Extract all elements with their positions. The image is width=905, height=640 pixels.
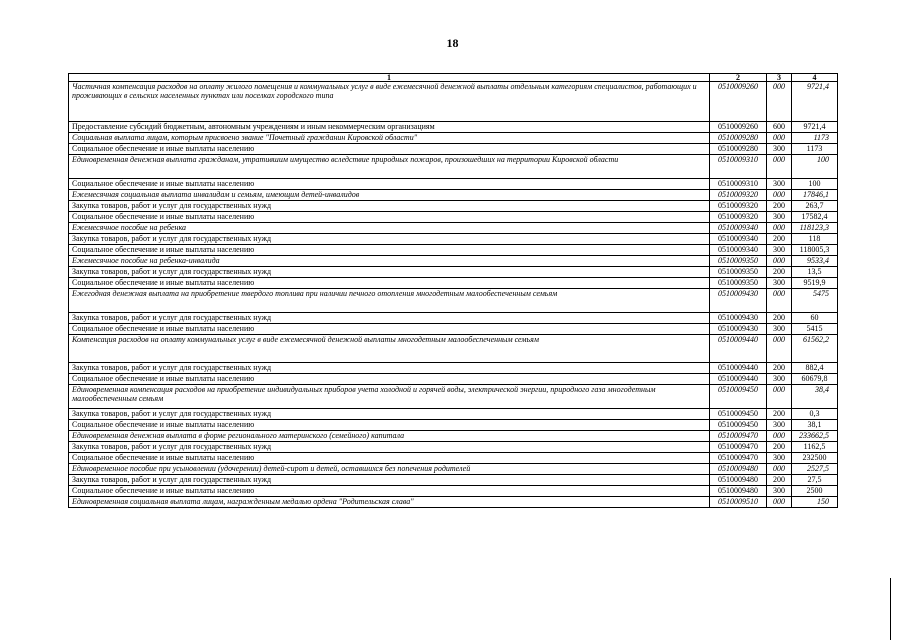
row-description: Закупка товаров, работ и услуг для государственных нужд	[69, 475, 710, 486]
row-description: Закупка товаров, работ и услуг для государственных нужд	[69, 234, 710, 245]
row-code: 0510009350	[710, 267, 767, 278]
table-row	[69, 497, 838, 508]
table-row	[69, 453, 838, 464]
row-description: Закупка товаров, работ и услуг для государственных нужд	[69, 267, 710, 278]
row-amount: 100	[792, 179, 838, 190]
row-code: 0510009470	[710, 442, 767, 453]
row-group: 200	[767, 313, 792, 324]
row-code: 0510009260	[710, 82, 767, 122]
row-code: 0510009350	[710, 256, 767, 267]
header-col-code: 2	[710, 74, 767, 82]
row-code: 0510009450	[710, 420, 767, 431]
row-code: 0510009340	[710, 245, 767, 256]
table-body	[69, 82, 838, 508]
table-row	[69, 324, 838, 335]
row-description: Социальное обеспечение и иные выплаты населению	[69, 144, 710, 155]
row-amount: 263,7	[792, 201, 838, 212]
row-group: 000	[767, 190, 792, 201]
row-group: 000	[767, 431, 792, 442]
row-group: 000	[767, 464, 792, 475]
row-code: 0510009430	[710, 313, 767, 324]
row-amount: 60679,8	[792, 374, 838, 385]
row-description: Социальное обеспечение и иные выплаты населению	[69, 278, 710, 289]
row-amount: 1173	[792, 144, 838, 155]
table-row	[69, 122, 838, 133]
row-amount: 118	[792, 234, 838, 245]
table-row	[69, 335, 838, 363]
table-row	[69, 267, 838, 278]
header-col-description: 1	[69, 74, 710, 82]
row-description: Закупка товаров, работ и услуг для государственных нужд	[69, 201, 710, 212]
row-group: 600	[767, 122, 792, 133]
row-group: 000	[767, 497, 792, 508]
row-amount: 100	[792, 155, 838, 179]
row-description: Закупка товаров, работ и услуг для государственных нужд	[69, 442, 710, 453]
row-code: 0510009310	[710, 179, 767, 190]
row-amount: 118005,3	[792, 245, 838, 256]
row-description: Социальное обеспечение и иные выплаты населению	[69, 374, 710, 385]
row-description: Социальное обеспечение и иные выплаты населению	[69, 324, 710, 335]
row-description: Закупка товаров, работ и услуг для государственных нужд	[69, 409, 710, 420]
row-group: 300	[767, 453, 792, 464]
row-description: Ежемесячная социальная выплата инвалидам и семьям, имеющим детей-инвалидов	[69, 190, 710, 201]
header-row	[69, 74, 838, 82]
table-header	[69, 74, 838, 82]
row-group: 300	[767, 324, 792, 335]
row-amount: 118123,3	[792, 223, 838, 234]
row-code: 0510009320	[710, 212, 767, 223]
table-row	[69, 82, 838, 122]
table-row	[69, 363, 838, 374]
row-group: 000	[767, 82, 792, 122]
row-code: 0510009470	[710, 453, 767, 464]
row-description: Единовременная социальная выплата лицам, награжденным медалью ордена "Родительская слава"	[69, 497, 710, 508]
row-code: 0510009260	[710, 122, 767, 133]
row-group: 300	[767, 278, 792, 289]
table-row	[69, 223, 838, 234]
row-amount: 0,3	[792, 409, 838, 420]
header-col-group: 3	[767, 74, 792, 82]
row-description: Закупка товаров, работ и услуг для государственных нужд	[69, 363, 710, 374]
row-code: 0510009280	[710, 133, 767, 144]
row-amount: 60	[792, 313, 838, 324]
row-code: 0510009320	[710, 190, 767, 201]
row-group: 300	[767, 212, 792, 223]
row-description: Социальное обеспечение и иные выплаты населению	[69, 486, 710, 497]
table-row	[69, 212, 838, 223]
row-code: 0510009340	[710, 223, 767, 234]
page-edge-line	[890, 578, 891, 640]
row-description: Ежемесячное пособие на ребенка-инвалида	[69, 256, 710, 267]
row-code: 0510009450	[710, 385, 767, 409]
table-row	[69, 201, 838, 212]
row-group: 300	[767, 486, 792, 497]
table-row	[69, 245, 838, 256]
row-description: Социальное обеспечение и иные выплаты населению	[69, 179, 710, 190]
row-amount: 9721,4	[792, 82, 838, 122]
row-description: Единовременное пособие при усыновлении (удочерении) детей-сирот и детей, оставшихся без попечения родителей	[69, 464, 710, 475]
row-code: 0510009480	[710, 486, 767, 497]
table-row	[69, 234, 838, 245]
table-row	[69, 420, 838, 431]
row-group: 200	[767, 363, 792, 374]
row-code: 0510009310	[710, 155, 767, 179]
row-group: 000	[767, 256, 792, 267]
row-code: 0510009280	[710, 144, 767, 155]
row-code: 0510009440	[710, 335, 767, 363]
table-row	[69, 313, 838, 324]
row-code: 0510009480	[710, 475, 767, 486]
row-description: Ежемесячное пособие на ребенка	[69, 223, 710, 234]
header-col-amount: 4	[792, 74, 838, 82]
table-row	[69, 431, 838, 442]
table-row	[69, 155, 838, 179]
table-row	[69, 179, 838, 190]
row-code: 0510009450	[710, 409, 767, 420]
row-group: 200	[767, 234, 792, 245]
row-group: 300	[767, 144, 792, 155]
row-amount: 38,1	[792, 420, 838, 431]
row-group: 000	[767, 289, 792, 313]
row-description: Социальная выплата лицам, которым присвоено звание "Почетный гражданин Кировской области"	[69, 133, 710, 144]
row-description: Единовременная денежная выплата гражданам, утратившим имущество вследствие природных пожаров, произошедших на территории Кировской области	[69, 155, 710, 179]
row-group: 000	[767, 385, 792, 409]
row-amount: 1162,5	[792, 442, 838, 453]
row-amount: 13,5	[792, 267, 838, 278]
row-description: Социальное обеспечение и иные выплаты населению	[69, 453, 710, 464]
row-code: 0510009510	[710, 497, 767, 508]
row-amount: 2527,5	[792, 464, 838, 475]
table-row	[69, 486, 838, 497]
table-row	[69, 190, 838, 201]
row-group: 200	[767, 409, 792, 420]
table-row	[69, 256, 838, 267]
table-row	[69, 278, 838, 289]
row-group: 000	[767, 223, 792, 234]
row-code: 0510009320	[710, 201, 767, 212]
row-group: 200	[767, 267, 792, 278]
row-description: Частичная компенсация расходов на оплату жилого помещения и коммунальных услуг в виде ежемесячной денежной выплаты отдельным категориям специалистов, работающих и проживающих в сельских населенных пунктах или поселках городского типа	[69, 82, 710, 122]
row-amount: 9533,4	[792, 256, 838, 267]
table-row	[69, 374, 838, 385]
row-description: Единовременная денежная выплата в форме регионального материнского (семейного) капитала	[69, 431, 710, 442]
row-group: 300	[767, 179, 792, 190]
row-description: Ежегодная денежная выплата на приобретение твердого топлива при наличии печного отопления многодетным малообеспеченным семьям	[69, 289, 710, 313]
row-group: 200	[767, 442, 792, 453]
row-code: 0510009440	[710, 374, 767, 385]
row-group: 000	[767, 335, 792, 363]
row-amount: 9721,4	[792, 122, 838, 133]
table-row	[69, 144, 838, 155]
row-group: 300	[767, 420, 792, 431]
row-code: 0510009350	[710, 278, 767, 289]
table-row	[69, 289, 838, 313]
row-group: 300	[767, 374, 792, 385]
row-code: 0510009470	[710, 431, 767, 442]
row-description: Социальное обеспечение и иные выплаты населению	[69, 212, 710, 223]
budget-table	[68, 73, 838, 508]
row-amount: 233662,5	[792, 431, 838, 442]
table-row	[69, 385, 838, 409]
row-group: 200	[767, 201, 792, 212]
table-row	[69, 475, 838, 486]
row-description: Предоставление субсидий бюджетным, автономным учреждениям и иным некоммерческим организациям	[69, 122, 710, 133]
row-amount: 17582,4	[792, 212, 838, 223]
table-row	[69, 133, 838, 144]
budget-table-container	[68, 73, 838, 508]
row-amount: 2500	[792, 486, 838, 497]
row-code: 0510009430	[710, 289, 767, 313]
row-amount: 17846,1	[792, 190, 838, 201]
row-amount: 1173	[792, 133, 838, 144]
row-code: 0510009340	[710, 234, 767, 245]
table-row	[69, 464, 838, 475]
row-amount: 61562,2	[792, 335, 838, 363]
table-row	[69, 409, 838, 420]
row-description: Закупка товаров, работ и услуг для государственных нужд	[69, 313, 710, 324]
row-amount: 9519,9	[792, 278, 838, 289]
row-amount: 150	[792, 497, 838, 508]
table-row	[69, 442, 838, 453]
row-group: 000	[767, 133, 792, 144]
row-amount: 232500	[792, 453, 838, 464]
row-amount: 38,4	[792, 385, 838, 409]
row-description: Социальное обеспечение и иные выплаты населению	[69, 245, 710, 256]
row-code: 0510009430	[710, 324, 767, 335]
row-group: 000	[767, 155, 792, 179]
row-amount: 5475	[792, 289, 838, 313]
row-description: Компенсация расходов на оплату коммунальных услуг в виде ежемесячной денежной выплаты многодетным малообеспеченным семьям	[69, 335, 710, 363]
row-code: 0510009480	[710, 464, 767, 475]
row-description: Социальное обеспечение и иные выплаты населению	[69, 420, 710, 431]
page-number: 18	[446, 36, 459, 50]
row-amount: 882,4	[792, 363, 838, 374]
row-code: 0510009440	[710, 363, 767, 374]
row-group: 300	[767, 245, 792, 256]
row-group: 200	[767, 475, 792, 486]
row-description: Единовременная компенсация расходов на приобретение индивидуальных приборов учета холодной и горячей воды, электрической энергии, природного газа многодетным малообеспеченным семьям	[69, 385, 710, 409]
row-amount: 5415	[792, 324, 838, 335]
row-amount: 27,5	[792, 475, 838, 486]
